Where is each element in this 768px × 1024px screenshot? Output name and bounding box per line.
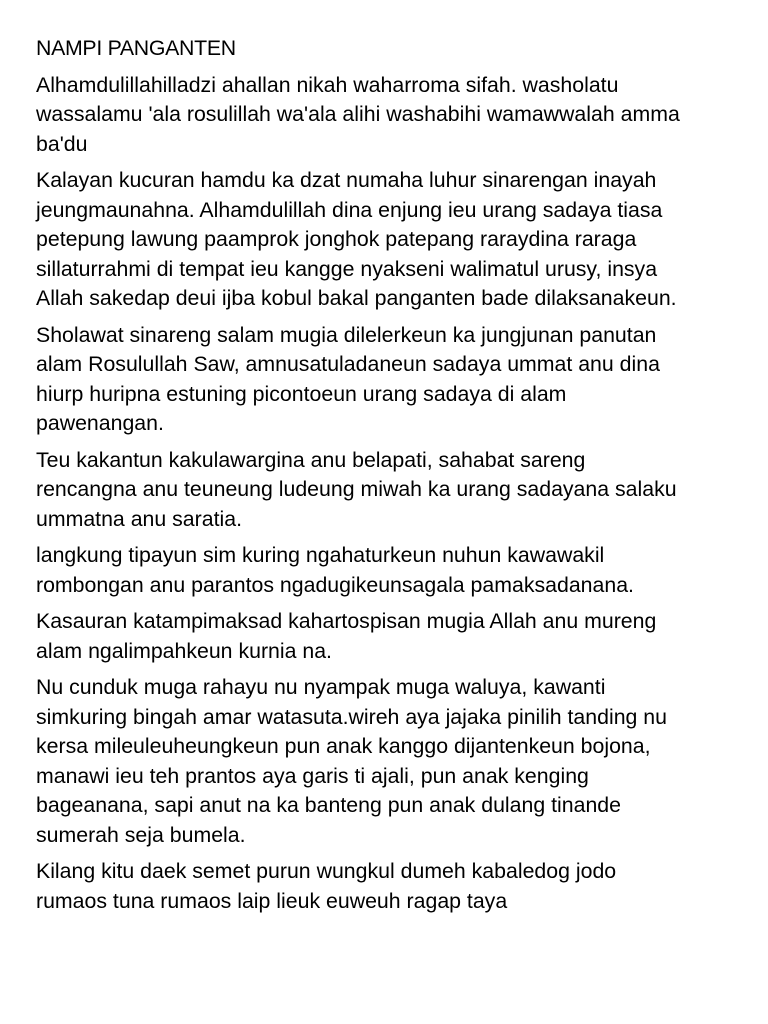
paragraph-acceptance: Kasauran katampimaksad kahartospisan mugia Allah anu mureng alam ngalimpahkeun kurnia na. [36,609,657,663]
paragraph-closing: Kilang kitu daek semet purun wungkul dumeh kabaledog jodo rumaos tuna rumaos laip lieuk euweuh ragap taya [36,859,617,913]
paragraph-welcome: Nu cunduk muga rahayu nu nyampak muga waluya, kawanti simkuring bingah amar watasuta.wireh aya jajaka pinilih tanding nu kersa mileuleuheungkeun pun anak kanggo dijantenkeun bojona, manawi ieu teh prantos aya garis ti ajali, pun anak kenging bageanana, sapi anut na ka banteng pun anak dulang tinande sumerah seja bumela. [36,675,667,847]
paragraph-family-greeting: Teu kakantun kakulawargina anu belapati, sahabat sareng rencangna anu teuneung ludeung miwah ka urang sadayana salaku ummatna anu saratia. [36,447,677,531]
paragraph-sholawat: Sholawat sinareng salam mugia dilelerkeun ka jungjunan panutan alam Rosulullah Saw, amnusatuladaneun sadaya ummat anu dina hiurp huripna estuning picontoeun urang sadaya di alam pawenangan. [36,322,660,435]
document-page [36,34,736,923]
paragraph-thanks: langkung tipayun sim kuring ngahaturkeun nuhun kawawakil rombongan anu parantos ngadugikeunsagala pamaksadanana. [36,543,634,597]
paragraph-gratitude: Kalayan kucuran hamdu ka dzat numaha luhur sinarengan inayah jeungmaunahna. Alhamdulillah dina enjung ieu urang sadaya tiasa petepung lawung paamprok jonghok patepang raraydina raraga sillaturrahmi di tempat ieu kangge nyakseni walimatul urusy, insya Allah sakedap deui ijba kobul bakal panganten bade dilaksanakeun. [36,168,677,310]
document-title: NAMPI PANGANTEN [36,36,236,60]
paragraph-opening-prayer: Alhamdulillahilladzi ahallan nikah waharroma sifah. washolatu wassalamu 'ala rosulillah wa'ala alihi washabihi wamawwalah amma ba'du [36,72,680,156]
